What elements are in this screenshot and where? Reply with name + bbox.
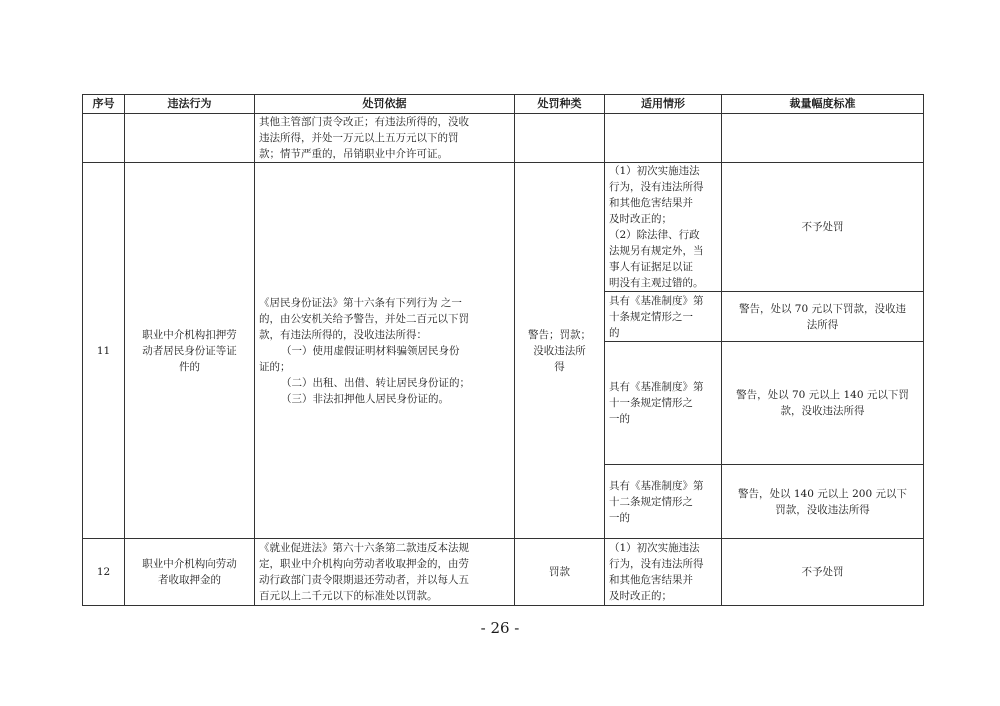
row11-basis-line-1: 《居民身份证法》第十六条有下列行为 之一 [259, 296, 462, 309]
row12-violation [125, 539, 255, 606]
row12-seq: 12 [83, 539, 125, 606]
header-seq: 序号 [83, 95, 125, 114]
row11-violation-line-1: 职业中介机构扣押劳 [142, 328, 237, 341]
cont-circumstance-cell [605, 114, 722, 163]
cont-basis-line-3: 款；情节严重的，吊销职业中介许可证。 [259, 148, 448, 160]
row11-sub1-disc-line-1: 不予处罚 [801, 221, 844, 233]
row11-sub2-disc-line-2: 法所得 [806, 318, 839, 331]
row12-basis [255, 539, 515, 606]
row11-sub2-disc-line-1: 警告，处以 70 元以下罚款，没收违 [738, 302, 907, 315]
row12-circ-line-1: （1）初次实施违法 [609, 542, 700, 554]
cont-penalty-cell [515, 114, 605, 163]
row11-sub4-circ-line-1: 具有《基准制度》第 [609, 479, 704, 492]
row12-basis-line-3: 动行政部门责令限期退还劳动者，并以每人五 [259, 574, 469, 586]
row11-basis [255, 163, 515, 539]
row12-violation-line-2: 者收取押金的 [158, 574, 221, 586]
cont-basis-line-1: 其他主管部门责令改正；有违法所得的，没收 [259, 116, 469, 128]
row11-sub1-circ-line-7: 事人有证据足以证 [609, 261, 693, 273]
row11-sub2-discretion [722, 292, 924, 342]
row11-sub3-circ-line-3: 一的 [609, 413, 630, 425]
cont-basis-cell [255, 114, 515, 163]
row12-basis-line-1: 《就业促进法》第六十六条第二款违反本法规 [259, 542, 469, 554]
row12-circumstance [605, 539, 722, 606]
cont-discretion-cell [722, 114, 924, 163]
row11-sub3-circ-line-1: 具有《基准制度》第 [609, 381, 704, 393]
row12-penalty-type [515, 539, 605, 606]
row11-sub4-circ-line-2: 十二条规定情形之 [609, 495, 693, 508]
row11-sub1-circ-line-3: 和其他危害结果并 [609, 197, 693, 209]
page-number: - 26 - [480, 619, 520, 637]
row11-sub2-circ-line-3: 的 [609, 326, 620, 339]
row11-basis-item-3: （三）非法扣押他人居民身份证的。 [281, 392, 449, 405]
header-basis: 处罚依据 [255, 95, 515, 114]
penalty-discretion-table [82, 94, 924, 606]
row11-basis-item-2: （二）出租、出借、转让居民身份证的； [281, 376, 470, 389]
row11-sub2-circumstance [605, 292, 722, 342]
row11-sub1-circ-line-5: （2）除法律、行政 [609, 229, 700, 241]
row11-sub3-circ-line-2: 十一条规定情形之 [609, 397, 693, 409]
row11-sub4-discretion [722, 465, 924, 539]
row12-disc-line-1: 不予处罚 [801, 566, 844, 578]
row11-penalty-line-3: 得 [554, 360, 565, 373]
row11-sub2-circ-line-1: 具有《基准制度》第 [609, 294, 704, 307]
table-row-continued [83, 114, 924, 163]
row11-penalty-type [515, 163, 605, 539]
row11-sub1-circ-line-1: （1）初次实施违法 [609, 165, 700, 177]
row12-violation-line-1: 职业中介机构向劳动 [142, 558, 237, 570]
cont-violation-cell [125, 114, 255, 163]
row11-sub1-circ-line-2: 行为，没有违法所得 [609, 181, 704, 193]
row12-circ-line-2: 行为，没有违法所得 [609, 558, 704, 570]
row11-seq: 11 [83, 163, 125, 539]
table-row-12 [83, 539, 924, 606]
cont-seq-cell [83, 114, 125, 163]
row11-sub3-discretion [722, 342, 924, 465]
row11-penalty-line-1: 警告；罚款； [528, 328, 591, 341]
header-violation: 违法行为 [125, 95, 255, 114]
row11-sub4-disc-line-1: 警告，处以 140 元以上 200 元以下 [738, 487, 907, 500]
row12-penalty-line-1: 罚款 [549, 566, 570, 578]
row11-basis-line-2: 的，由公安机关给予警告，并处二百元以下罚 [259, 312, 469, 325]
row12-basis-line-2: 定，职业中介机构向劳动者收取押金的，由劳 [259, 558, 469, 570]
header-circumstance: 适用情形 [605, 95, 722, 114]
row11-basis-item-1: （一）使用虚假证明材料骗领居民身份 [281, 344, 460, 357]
table-header-row [83, 95, 924, 114]
row11-sub3-disc-line-1: 警告，处以 70 元以上 140 元以下罚 [736, 389, 909, 401]
row12-discretion [722, 539, 924, 606]
row11-violation-line-2: 动者居民身份证等证 [142, 344, 237, 357]
row11-violation-line-3: 件的 [179, 360, 200, 373]
cont-basis-line-2: 违法所得，并处一万元以上五万元以下的罚 [259, 132, 459, 144]
row11-sub1-circumstance [605, 163, 722, 292]
row11-sub2-circ-line-2: 十条规定情形之一 [609, 310, 693, 323]
row11-sub4-circumstance [605, 465, 722, 539]
row12-basis-line-4: 百元以上二千元以下的标准处以罚款。 [259, 590, 438, 602]
header-discretion: 裁量幅度标准 [722, 95, 924, 114]
row11-sub3-disc-line-2: 款，没收违法所得 [780, 405, 865, 417]
row11-sub1-circ-line-4: 及时改正的； [609, 213, 672, 225]
row12-circ-line-3: 和其他危害结果并 [609, 574, 693, 586]
row11-sub4-disc-line-2: 罚款，没收违法所得 [775, 503, 870, 516]
row11-sub3-circumstance [605, 342, 722, 465]
row11-basis-line-3: 款，有违法所得的，没收违法所得： [259, 328, 427, 341]
row11-penalty-line-2: 没收违法所 [533, 344, 586, 357]
table-row-11 [83, 163, 924, 292]
row11-sub1-discretion [722, 163, 924, 292]
header-penalty-type: 处罚种类 [515, 95, 605, 114]
row11-violation [125, 163, 255, 539]
row12-circ-line-4: 及时改正的； [609, 590, 672, 602]
row11-basis-item-1-cont: 证的； [259, 360, 291, 373]
row11-sub1-circ-line-8: 明没有主观过错的。 [609, 277, 704, 289]
row11-sub1-circ-line-6: 法规另有规定外，当 [609, 245, 704, 257]
row11-sub4-circ-line-3: 一的 [609, 511, 630, 524]
